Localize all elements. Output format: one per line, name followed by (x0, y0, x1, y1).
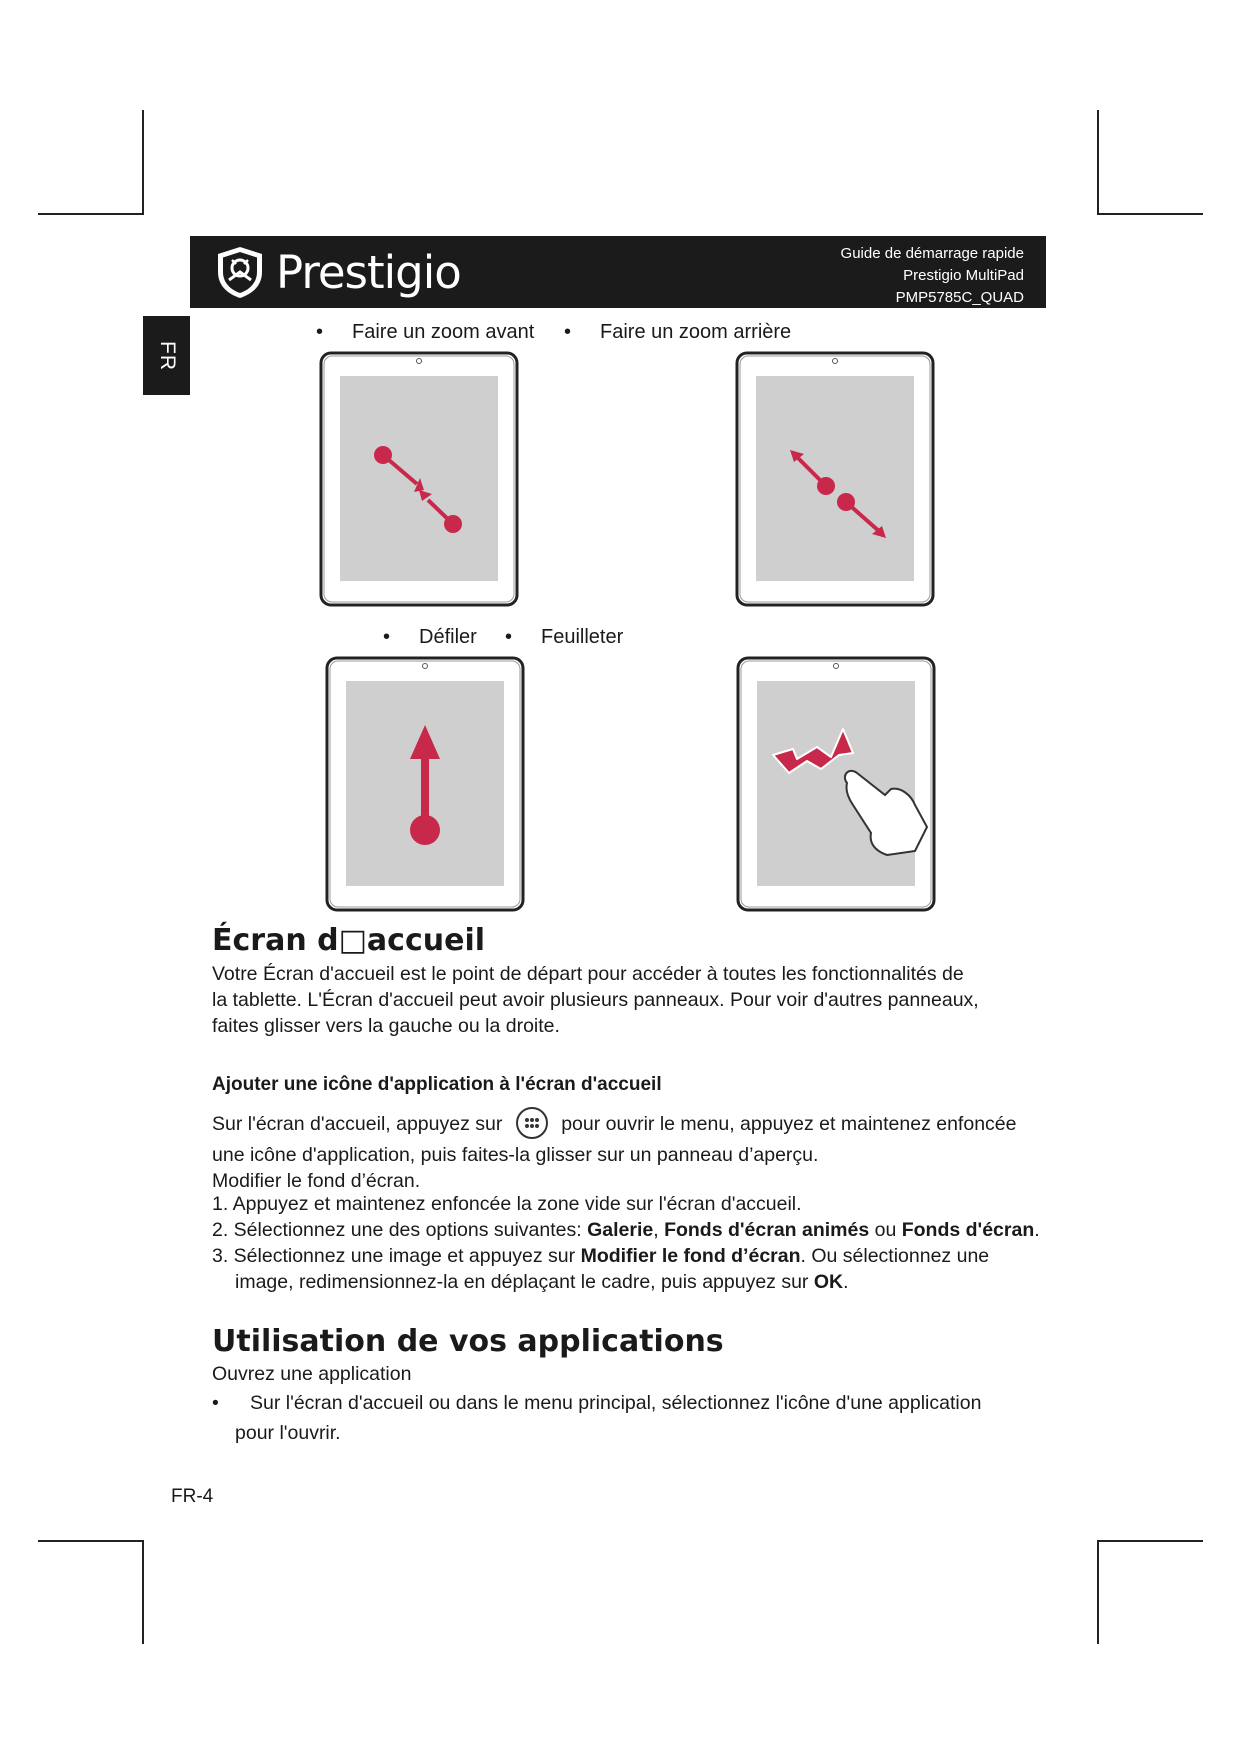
tablet-swipe-illustration (735, 655, 965, 915)
gesture-label-scroll: • Défiler (383, 626, 477, 648)
wallpaper-steps (212, 1191, 1040, 1295)
step-1: 1. Appuyez et maintenez enfoncée la zone vide sur l'écran d'accueil. (212, 1193, 802, 1215)
home-intro-line-3: faites glisser vers la gauche ou la droite. (212, 1015, 560, 1037)
apps-heading: Utilisation de vos applications (212, 1324, 724, 1359)
home-screen-heading: Écran d□accueil (212, 923, 486, 958)
crop-mark-tr-v (1097, 110, 1099, 214)
gesture-label-zoom-out: • Faire un zoom arrière (564, 321, 792, 343)
all-apps-icon (516, 1107, 548, 1139)
step-2: 2. Sélectionnez une des options suivantes: Galerie, Fonds d'écran animés ou Fonds d'écran. (212, 1219, 1040, 1241)
tablet-scroll-illustration (324, 655, 528, 915)
gesture-label-swipe: • Feuilleter (505, 626, 624, 648)
step-3: 3. Sélectionnez une image et appuyez sur Modifier le fond d’écran. Ou sélectionnez une (212, 1245, 990, 1267)
crop-mark-br-h (1097, 1540, 1203, 1542)
crop-mark-bl-h (38, 1540, 144, 1542)
apps-subtitle: Ouvrez une application (212, 1363, 412, 1385)
brand-name: Prestigio (276, 245, 461, 299)
language-tab: FR (143, 316, 190, 395)
wallpaper-label: Modifier le fond d’écran. (212, 1170, 421, 1192)
prestigio-crest-icon (212, 244, 268, 300)
model-name: PMP5785C_QUAD (895, 289, 1024, 306)
home-intro-line-1: Votre Écran d'accueil est le point de départ pour accéder à toutes les fonctionnalités de (212, 963, 964, 985)
gesture-label-zoom-in: • Faire un zoom avant (316, 321, 535, 343)
apps-bullet-line-2: pour l'ouvrir. (235, 1422, 341, 1444)
crop-mark-tl-h (38, 213, 144, 215)
product-line: Prestigio MultiPad (903, 267, 1024, 284)
crop-mark-bl-v (142, 1540, 144, 1644)
page-number: FR-4 (171, 1486, 214, 1507)
header-banner (190, 236, 1046, 308)
crop-mark-tr-h (1097, 213, 1203, 215)
crop-mark-tl-v (142, 110, 144, 214)
add-icon-line-1: Sur l'écran d'accueil, appuyez sur pour ouvrir le menu, appuyez et maintenez enfoncée (212, 1107, 1016, 1141)
header-info (841, 243, 1024, 309)
step-3-continued: image, redimensionnez-la en déplaçant le cadre, puis appuyez sur OK. (235, 1271, 849, 1293)
home-intro-line-2: la tablette. L'Écran d'accueil peut avoir plusieurs panneaux. Pour voir d'autres panneaux, (212, 989, 979, 1011)
tablet-zoom-in-illustration (318, 350, 522, 610)
add-icon-line-2: une icône d'application, puis faites-la glisser sur un panneau d’aperçu. (212, 1144, 819, 1166)
guide-title: Guide de démarrage rapide (840, 245, 1024, 262)
apps-bullet-line-1: • Sur l'écran d'accueil ou dans le menu principal, sélectionnez l'icône d'une application (212, 1392, 982, 1414)
add-icon-heading: Ajouter une icône d'application à l'écran d'accueil (212, 1074, 662, 1095)
brand-logo (212, 244, 461, 300)
tablet-zoom-out-illustration (734, 350, 938, 610)
crop-mark-br-v (1097, 1540, 1099, 1644)
